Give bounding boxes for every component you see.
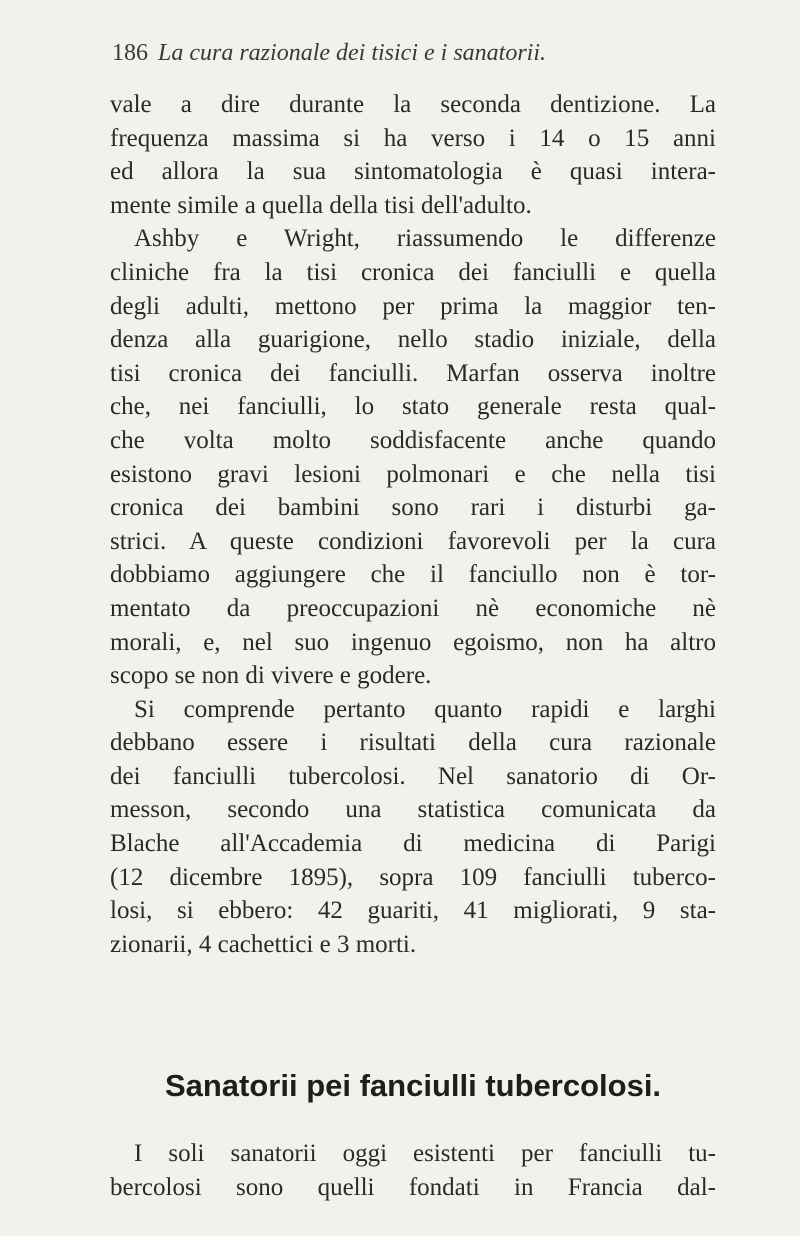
text-line: frequenza massima si ha verso i 14 o 15 anni	[110, 124, 716, 152]
text-line: che, nei fanciulli, lo stato generale resta qual-	[110, 393, 716, 421]
text-line: strici. A queste condizioni favorevoli per la cura	[110, 527, 716, 555]
text-line: esistono gravi lesioni polmonari e che nella tisi	[110, 460, 716, 488]
section-heading: Sanatorii pei fanciulli tubercolosi.	[164, 1068, 662, 1103]
text-line: denza alla guarigione, nello stadio iniziale, della	[110, 326, 716, 354]
section-text	[110, 1137, 716, 1204]
text-line: mentato da preoccupazioni nè economiche nè	[110, 594, 716, 622]
text-line: losi, si ebbero: 42 guariti, 41 migliorati, 9 sta-	[110, 897, 716, 925]
text-line: cronica dei bambini sono rari i disturbi ga-	[110, 494, 716, 522]
text-line: cliniche fra la tisi cronica dei fanciulli e quella	[110, 258, 716, 286]
running-header	[112, 38, 692, 68]
body-text	[110, 88, 716, 961]
text-line: dobbiamo aggiungere che il fanciullo non è tor-	[110, 561, 716, 589]
text-line: Blache all'Accademia di medicina di Parigi	[110, 830, 716, 858]
text-line: zionarii, 4 cachettici e 3 morti.	[110, 930, 417, 958]
text-line: bercolosi sono quelli fondati in Francia dal-	[110, 1173, 716, 1201]
text-line: che volta molto soddisfacente anche quando	[110, 426, 716, 454]
text-line: degli adulti, mettono per prima la maggior ten-	[110, 292, 716, 320]
page-number: 186	[112, 40, 148, 66]
text-line: messon, secondo una statistica comunicata da	[110, 796, 716, 824]
text-line: vale a dire durante la seconda dentizione. La	[110, 91, 716, 118]
paragraph-start-line: Si comprende pertanto quanto rapidi e larghi	[134, 695, 716, 723]
text-line: scopo se non di vivere e godere.	[110, 662, 432, 690]
paragraph-start-line: I soli sanatorii oggi esistenti per fanciulli tu-	[134, 1140, 716, 1167]
text-line: debbano essere i risultati della cura razionale	[110, 729, 716, 757]
text-line: dei fanciulli tubercolosi. Nel sanatorio di Or-	[110, 762, 716, 790]
text-line: tisi cronica dei fanciulli. Marfan osserva inoltre	[110, 359, 716, 387]
text-line: (12 dicembre 1895), sopra 109 fanciulli tuberco-	[110, 863, 716, 891]
text-line: ed allora la sua sintomatologia è quasi intera-	[110, 158, 716, 186]
paragraph-start-line: Ashby e Wright, riassumendo le differenze	[134, 225, 716, 253]
text-line: mente simile a quella della tisi dell'adulto.	[110, 191, 532, 219]
running-title: La cura razionale dei tisici e i sanatorii.	[158, 40, 546, 66]
text-line: morali, e, nel suo ingenuo egoismo, non ha altro	[110, 628, 716, 656]
